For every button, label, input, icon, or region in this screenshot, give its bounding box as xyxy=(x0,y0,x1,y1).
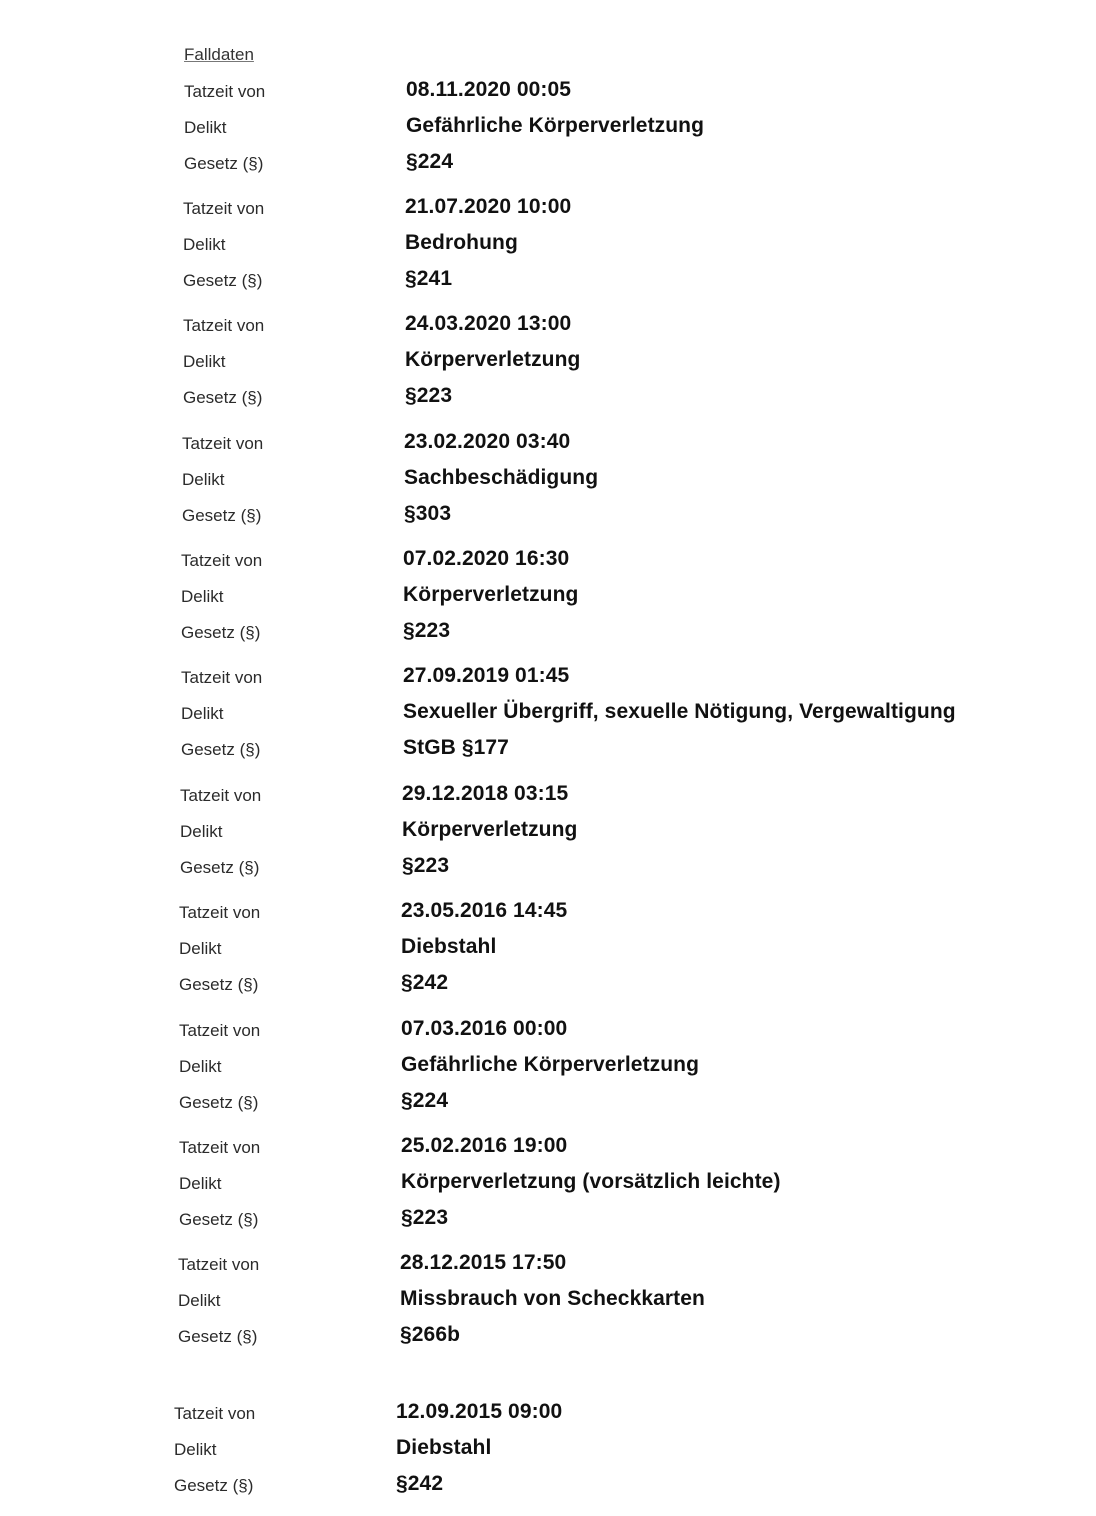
case-record xyxy=(179,1134,1079,1244)
tatzeit-row xyxy=(179,899,1079,929)
delikt-row xyxy=(183,348,1083,378)
case-record xyxy=(178,1251,1078,1361)
tatzeit-value: 27.09.2019 01:45 xyxy=(403,664,570,687)
gesetz-row xyxy=(183,267,1083,297)
gesetz-row xyxy=(179,1089,1079,1119)
tatzeit-label: Tatzeit von xyxy=(179,1138,261,1157)
tatzeit-value: 12.09.2015 09:00 xyxy=(396,1400,563,1423)
delikt-row xyxy=(184,114,1084,144)
tatzeit-value: 07.03.2016 00:00 xyxy=(401,1017,568,1040)
tatzeit-label: Tatzeit von xyxy=(174,1404,256,1423)
gesetz-value: §223 xyxy=(401,1206,449,1229)
gesetz-value: StGB §177 xyxy=(403,736,509,759)
gesetz-row xyxy=(174,1472,1074,1502)
gesetz-value: §224 xyxy=(406,150,454,173)
tatzeit-label: Tatzeit von xyxy=(184,82,266,101)
delikt-label: Delikt xyxy=(178,1291,221,1310)
tatzeit-row xyxy=(183,312,1083,342)
tatzeit-value: 21.07.2020 10:00 xyxy=(405,195,572,218)
delikt-row xyxy=(179,1053,1079,1083)
delikt-value: Körperverletzung xyxy=(402,818,578,841)
gesetz-value: §223 xyxy=(402,854,450,877)
case-record xyxy=(181,664,1081,774)
gesetz-label: Gesetz (§) xyxy=(179,1210,259,1229)
delikt-value: Sexueller Übergriff, sexuelle Nötigung, Vergewaltigung xyxy=(403,700,956,723)
delikt-label: Delikt xyxy=(181,587,224,606)
gesetz-label: Gesetz (§) xyxy=(184,154,264,173)
delikt-label: Delikt xyxy=(184,118,227,137)
delikt-row xyxy=(181,700,1081,730)
tatzeit-label: Tatzeit von xyxy=(183,199,265,218)
delikt-row xyxy=(178,1287,1078,1317)
delikt-row xyxy=(179,1170,1079,1200)
gesetz-label: Gesetz (§) xyxy=(180,858,260,877)
gesetz-label: Gesetz (§) xyxy=(182,506,262,525)
gesetz-row xyxy=(181,736,1081,766)
gesetz-value: §223 xyxy=(405,384,453,407)
gesetz-value: §266b xyxy=(400,1323,461,1346)
tatzeit-value: 29.12.2018 03:15 xyxy=(402,782,569,805)
section-title: Falldaten xyxy=(184,45,254,64)
case-record xyxy=(181,547,1081,657)
delikt-row xyxy=(183,231,1083,261)
tatzeit-row xyxy=(183,195,1083,225)
tatzeit-label: Tatzeit von xyxy=(180,786,262,805)
gesetz-value: §303 xyxy=(404,502,452,525)
tatzeit-value: 25.02.2016 19:00 xyxy=(401,1134,568,1157)
gesetz-row xyxy=(179,1206,1079,1236)
tatzeit-label: Tatzeit von xyxy=(181,551,263,570)
gesetz-label: Gesetz (§) xyxy=(179,1093,259,1112)
case-record xyxy=(184,78,1084,188)
gesetz-label: Gesetz (§) xyxy=(178,1327,258,1346)
tatzeit-value: 28.12.2015 17:50 xyxy=(400,1251,567,1274)
gesetz-label: Gesetz (§) xyxy=(183,271,263,290)
delikt-value: Gefährliche Körperverletzung xyxy=(406,114,705,137)
tatzeit-value: 08.11.2020 00:05 xyxy=(406,78,572,101)
delikt-label: Delikt xyxy=(180,822,223,841)
tatzeit-row xyxy=(179,1017,1079,1047)
delikt-value: Körperverletzung (vorsätzlich leichte) xyxy=(401,1170,781,1193)
gesetz-label: Gesetz (§) xyxy=(174,1476,254,1495)
delikt-label: Delikt xyxy=(182,470,225,489)
delikt-value: Körperverletzung xyxy=(403,583,579,606)
delikt-value: Körperverletzung xyxy=(405,348,581,371)
delikt-label: Delikt xyxy=(179,939,222,958)
delikt-row xyxy=(180,818,1080,848)
delikt-label: Delikt xyxy=(179,1057,222,1076)
case-record xyxy=(183,195,1083,305)
tatzeit-row xyxy=(179,1134,1079,1164)
case-record xyxy=(179,1017,1079,1127)
gesetz-value: §242 xyxy=(396,1472,444,1495)
delikt-row xyxy=(179,935,1079,965)
delikt-label: Delikt xyxy=(183,235,226,254)
gesetz-value: §241 xyxy=(405,267,453,290)
tatzeit-label: Tatzeit von xyxy=(183,316,265,335)
delikt-value: Diebstahl xyxy=(396,1436,492,1459)
gesetz-value: §223 xyxy=(403,619,451,642)
case-record xyxy=(174,1400,1074,1510)
gesetz-row xyxy=(181,619,1081,649)
delikt-value: Gefährliche Körperverletzung xyxy=(401,1053,700,1076)
gesetz-label: Gesetz (§) xyxy=(179,975,259,994)
gesetz-label: Gesetz (§) xyxy=(181,740,261,759)
delikt-value: Bedrohung xyxy=(405,231,518,254)
case-record xyxy=(180,782,1080,892)
gesetz-row xyxy=(182,502,1082,532)
case-record xyxy=(179,899,1079,1009)
tatzeit-value: 23.02.2020 03:40 xyxy=(404,430,571,453)
tatzeit-value: 24.03.2020 13:00 xyxy=(405,312,572,335)
tatzeit-row xyxy=(184,78,1084,108)
tatzeit-label: Tatzeit von xyxy=(179,1021,261,1040)
tatzeit-row xyxy=(180,782,1080,812)
tatzeit-label: Tatzeit von xyxy=(179,903,261,922)
delikt-label: Delikt xyxy=(181,704,224,723)
tatzeit-row xyxy=(181,547,1081,577)
tatzeit-label: Tatzeit von xyxy=(182,434,264,453)
gesetz-row xyxy=(184,150,1084,180)
tatzeit-row xyxy=(181,664,1081,694)
delikt-value: Missbrauch von Scheckkarten xyxy=(400,1287,705,1310)
delikt-value: Sachbeschädigung xyxy=(404,466,599,489)
gesetz-row xyxy=(180,854,1080,884)
tatzeit-value: 23.05.2016 14:45 xyxy=(401,899,568,922)
case-record xyxy=(182,430,1082,540)
gesetz-label: Gesetz (§) xyxy=(181,623,261,642)
delikt-value: Diebstahl xyxy=(401,935,497,958)
tatzeit-value: 07.02.2020 16:30 xyxy=(403,547,570,570)
delikt-label: Delikt xyxy=(179,1174,222,1193)
gesetz-row xyxy=(183,384,1083,414)
tatzeit-label: Tatzeit von xyxy=(181,668,263,687)
gesetz-row xyxy=(179,971,1079,1001)
gesetz-value: §224 xyxy=(401,1089,449,1112)
tatzeit-label: Tatzeit von xyxy=(178,1255,260,1274)
case-record xyxy=(183,312,1083,422)
tatzeit-row xyxy=(174,1400,1074,1430)
delikt-row xyxy=(182,466,1082,496)
gesetz-value: §242 xyxy=(401,971,449,994)
delikt-row xyxy=(181,583,1081,613)
tatzeit-row xyxy=(178,1251,1078,1281)
delikt-row xyxy=(174,1436,1074,1466)
delikt-label: Delikt xyxy=(174,1440,217,1459)
delikt-label: Delikt xyxy=(183,352,226,371)
gesetz-label: Gesetz (§) xyxy=(183,388,263,407)
tatzeit-row xyxy=(182,430,1082,460)
gesetz-row xyxy=(178,1323,1078,1353)
